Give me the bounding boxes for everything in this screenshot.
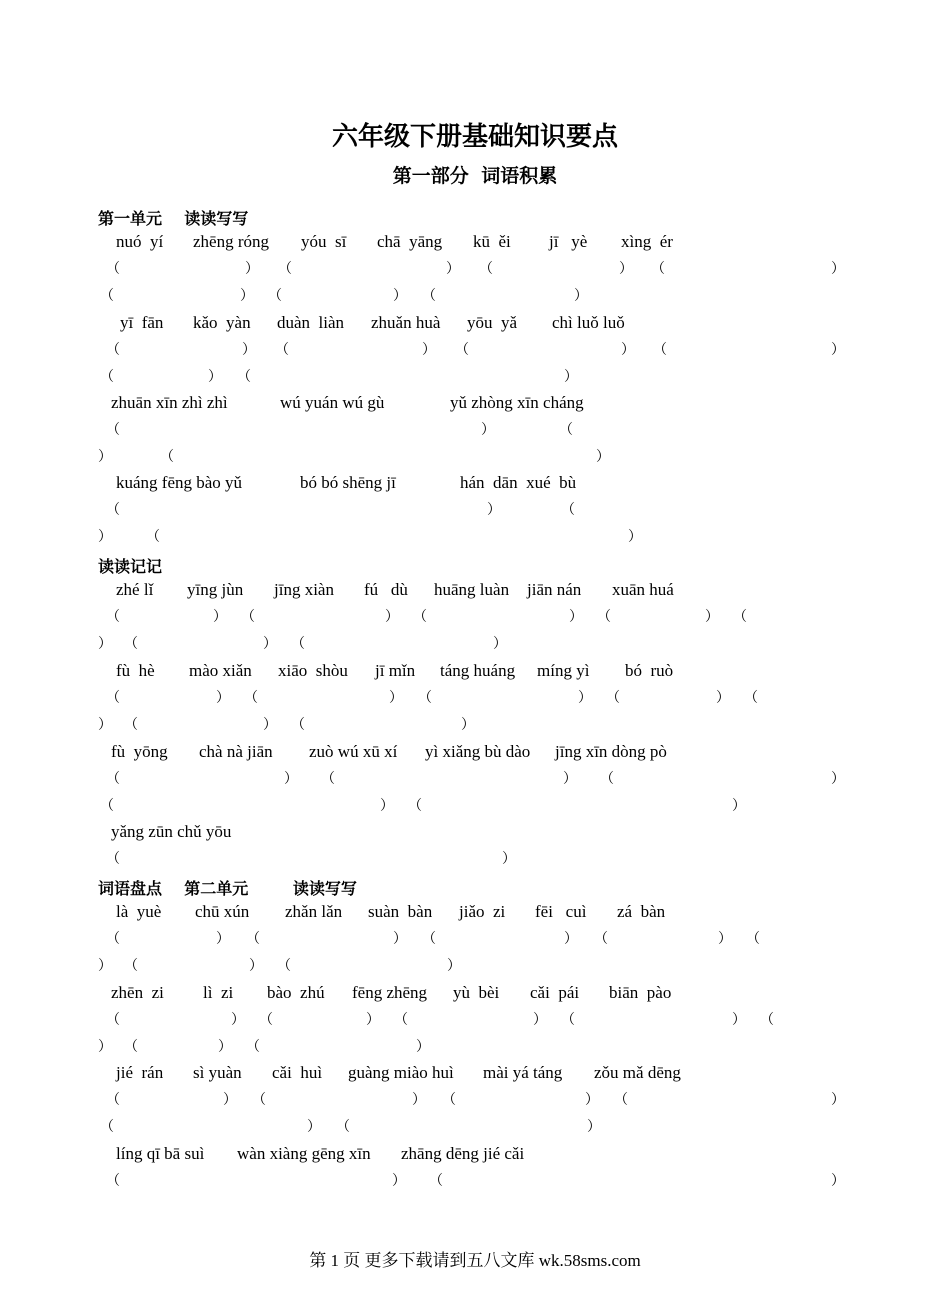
answer-bracket-open: （	[422, 289, 436, 304]
answer-bracket-open: （	[394, 1013, 408, 1028]
answer-bracket-open: （	[124, 718, 138, 733]
answer-bracket-open: （	[124, 637, 138, 652]
answer-bracket-close: ）	[493, 637, 507, 652]
answer-bracket-open: （	[614, 1093, 628, 1108]
pinyin-word: huāng luàn	[434, 580, 510, 599]
answer-bracket-open: （	[606, 691, 620, 706]
answer-bracket-close: ）	[718, 932, 732, 947]
answer-bracket-close: ）	[223, 1093, 237, 1108]
answer-bracket-close: ）	[392, 1174, 406, 1189]
answer-bracket-close: ）	[249, 959, 263, 974]
pinyin-word: jīng xiàn	[274, 580, 334, 599]
pinyin-word: zhēng róng	[193, 232, 270, 251]
answer-bracket-close: ）	[218, 1040, 232, 1055]
answer-bracket-open: （	[106, 503, 120, 518]
answer-bracket-close: ）	[732, 1013, 746, 1028]
answer-bracket-close: ）	[216, 691, 230, 706]
pinyin-word: chì luǒ luǒ	[552, 313, 625, 332]
pinyin-word: jī mǐn	[375, 661, 416, 680]
answer-bracket-open: （	[559, 423, 573, 438]
pinyin-word: fù yōng	[111, 742, 168, 761]
answer-bracket-close: ）	[98, 637, 112, 652]
pinyin-word: jiǎo zi	[459, 902, 506, 921]
answer-bracket-open: （	[106, 772, 120, 787]
pinyin-word: xiāo shòu	[278, 661, 348, 680]
answer-bracket-open: （	[106, 852, 120, 867]
pinyin-word: sì yuàn	[193, 1063, 242, 1082]
pinyin-word: zhuān xīn zhì zhì	[111, 393, 228, 412]
answer-bracket-close: ）	[574, 289, 588, 304]
answer-bracket-close: ）	[831, 343, 845, 358]
answer-bracket-close: ）	[502, 852, 516, 867]
answer-bracket-open: （	[268, 289, 282, 304]
answer-bracket-open: （	[106, 1093, 120, 1108]
pinyin-word: yǎng zūn chǔ yōu	[111, 822, 232, 841]
answer-bracket-open: （	[455, 343, 469, 358]
answer-bracket-open: （	[106, 1174, 120, 1189]
pinyin-word: hán dān xué bù	[460, 473, 577, 492]
section-heading-unit1: 第一单元 读读写写	[98, 209, 249, 228]
answer-bracket-open: （	[106, 262, 120, 277]
pinyin-word: yù bèi	[453, 983, 500, 1002]
answer-bracket-close: ）	[208, 370, 222, 385]
pinyin-word: xuān huá	[612, 580, 674, 599]
answer-bracket-open: （	[442, 1093, 456, 1108]
answer-bracket-close: ）	[533, 1013, 547, 1028]
answer-bracket-close: ）	[412, 1093, 426, 1108]
answer-bracket-open: （	[100, 289, 114, 304]
answer-bracket-close: ）	[831, 262, 845, 277]
answer-bracket-open: （	[106, 343, 120, 358]
answer-bracket-close: ）	[587, 1120, 601, 1135]
pinyin-word: míng yì	[537, 661, 590, 680]
answer-bracket-close: ）	[831, 1093, 845, 1108]
answer-bracket-open: （	[100, 370, 114, 385]
page-subtitle: 第一部分 词语积累	[392, 165, 558, 187]
answer-bracket-close: ）	[447, 959, 461, 974]
pinyin-word: bào zhú	[267, 983, 325, 1002]
answer-bracket-close: ）	[585, 1093, 599, 1108]
answer-bracket-open: （	[277, 959, 291, 974]
pinyin-word: chā yāng	[377, 232, 443, 251]
pinyin-word: zá bàn	[617, 902, 666, 921]
pinyin-word: zhāng dēng jié cǎi	[401, 1144, 525, 1163]
answer-bracket-close: ）	[98, 450, 112, 465]
pinyin-word: bó ruò	[625, 661, 674, 680]
pinyin-word: kǎo yàn	[193, 313, 251, 332]
pinyin-word: táng huáng	[440, 661, 516, 680]
answer-bracket-open: （	[246, 932, 260, 947]
answer-bracket-close: ）	[307, 1120, 321, 1135]
pinyin-word: cǎi pái	[530, 983, 580, 1002]
answer-bracket-open: （	[106, 1013, 120, 1028]
answer-bracket-close: ）	[380, 799, 394, 814]
pinyin-word: kuáng fēng bào yǔ	[116, 473, 243, 492]
answer-bracket-close: ）	[481, 423, 495, 438]
answer-bracket-open: （	[100, 799, 114, 814]
pinyin-word: zuò wú xū xí	[309, 742, 398, 761]
answer-bracket-close: ）	[461, 718, 475, 733]
answer-bracket-close: ）	[619, 262, 633, 277]
pinyin-word: wú yuán wú gù	[280, 393, 385, 412]
pinyin-word: chū xún	[195, 902, 250, 921]
answer-bracket-close: ）	[446, 262, 460, 277]
page-footer: 第 1 页 更多下载请到五八文库 wk.58sms.com	[309, 1251, 641, 1270]
pinyin-word: yì xiǎng bù dào	[425, 742, 531, 761]
pinyin-word: yīng jùn	[187, 580, 244, 599]
answer-bracket-open: （	[746, 932, 760, 947]
pinyin-word: wàn xiàng gēng xīn	[237, 1144, 371, 1163]
answer-bracket-open: （	[653, 343, 667, 358]
pinyin-word: yī fān	[120, 313, 164, 332]
answer-bracket-open: （	[561, 503, 575, 518]
pinyin-word: bó bó shēng jī	[300, 473, 396, 492]
pinyin-word: chà nà jiān	[199, 742, 273, 761]
answer-bracket-open: （	[252, 1093, 266, 1108]
pinyin-word: mào xiǎn	[189, 661, 252, 680]
pinyin-word: jié rán	[116, 1063, 164, 1082]
answer-bracket-open: （	[733, 610, 747, 625]
answer-bracket-close: ）	[831, 1174, 845, 1189]
answer-bracket-open: （	[237, 370, 251, 385]
answer-bracket-close: ）	[564, 370, 578, 385]
pinyin-word: mài yá táng	[483, 1063, 563, 1082]
answer-bracket-open: （	[278, 262, 292, 277]
answer-bracket-open: （	[597, 610, 611, 625]
answer-bracket-open: （	[259, 1013, 273, 1028]
answer-bracket-close: ）	[416, 1040, 430, 1055]
answer-bracket-close: ）	[564, 932, 578, 947]
answer-bracket-open: （	[413, 610, 427, 625]
answer-bracket-close: ）	[716, 691, 730, 706]
answer-bracket-open: （	[561, 1013, 575, 1028]
pinyin-word: fēi cuì	[535, 902, 587, 921]
answer-bracket-close: ）	[563, 772, 577, 787]
answer-bracket-open: （	[651, 262, 665, 277]
answer-bracket-close: ）	[393, 932, 407, 947]
answer-bracket-open: （	[244, 691, 258, 706]
answer-bracket-close: ）	[569, 610, 583, 625]
answer-bracket-close: ）	[596, 450, 610, 465]
pinyin-word: zǒu mǎ dēng	[594, 1063, 681, 1082]
answer-bracket-close: ）	[385, 610, 399, 625]
pinyin-word: nuó yí	[116, 232, 164, 251]
pinyin-word: fēng zhēng	[352, 983, 428, 1002]
pinyin-word: suàn bàn	[368, 902, 433, 921]
answer-bracket-close: ）	[389, 691, 403, 706]
answer-bracket-open: （	[336, 1120, 350, 1135]
answer-bracket-open: （	[291, 637, 305, 652]
pinyin-word: jī yè	[549, 232, 588, 251]
answer-bracket-close: ）	[242, 343, 256, 358]
pinyin-word: duàn liàn	[277, 313, 345, 332]
answer-bracket-open: （	[275, 343, 289, 358]
pinyin-word: biān pào	[609, 983, 672, 1002]
answer-bracket-open: （	[106, 610, 120, 625]
answer-bracket-open: （	[429, 1174, 443, 1189]
answer-bracket-open: （	[246, 1040, 260, 1055]
answer-bracket-open: （	[418, 691, 432, 706]
pinyin-word: yóu sī	[301, 232, 347, 251]
answer-bracket-close: ）	[216, 932, 230, 947]
pinyin-word: zhēn zi	[111, 983, 164, 1002]
answer-bracket-open: （	[146, 530, 160, 545]
answer-bracket-close: ）	[98, 959, 112, 974]
answer-bracket-open: （	[106, 423, 120, 438]
answer-bracket-close: ）	[245, 262, 259, 277]
answer-bracket-open: （	[422, 932, 436, 947]
answer-bracket-open: （	[600, 772, 614, 787]
answer-bracket-open: （	[106, 932, 120, 947]
pinyin-word: xìng ér	[621, 232, 673, 251]
answer-bracket-close: ）	[98, 1040, 112, 1055]
answer-bracket-close: ）	[393, 289, 407, 304]
answer-bracket-close: ）	[831, 772, 845, 787]
section-heading-unit2: 词语盘点 第二单元 读读写写	[98, 879, 357, 898]
answer-bracket-close: ）	[578, 691, 592, 706]
answer-bracket-close: ）	[628, 530, 642, 545]
answer-bracket-open: （	[124, 1040, 138, 1055]
answer-bracket-close: ）	[240, 289, 254, 304]
pinyin-word: zhé lǐ	[116, 580, 154, 599]
pinyin-word: zhuǎn huà	[371, 313, 441, 332]
answer-bracket-open: （	[124, 959, 138, 974]
pinyin-word: kū ěi	[473, 232, 511, 251]
answer-bracket-close: ）	[284, 772, 298, 787]
pinyin-word: fù hè	[116, 661, 155, 680]
answer-bracket-open: （	[241, 610, 255, 625]
answer-bracket-open: （	[160, 450, 174, 465]
pinyin-word: guàng miào huì	[348, 1063, 454, 1082]
pinyin-word: jiān nán	[527, 580, 582, 599]
pinyin-word: fú dù	[364, 580, 408, 599]
answer-bracket-close: ）	[263, 637, 277, 652]
answer-bracket-close: ）	[213, 610, 227, 625]
answer-bracket-close: ）	[366, 1013, 380, 1028]
answer-bracket-close: ）	[487, 503, 501, 518]
answer-bracket-open: （	[594, 932, 608, 947]
pinyin-word: cǎi huì	[272, 1063, 323, 1082]
answer-bracket-close: ）	[621, 343, 635, 358]
pinyin-word: zhǎn lǎn	[285, 902, 343, 921]
pinyin-word: lì zi	[203, 983, 234, 1002]
answer-bracket-open: （	[291, 718, 305, 733]
answer-bracket-open: （	[479, 262, 493, 277]
pinyin-word: yōu yǎ	[467, 313, 518, 332]
answer-bracket-close: ）	[422, 343, 436, 358]
answer-bracket-open: （	[100, 1120, 114, 1135]
answer-bracket-close: ）	[98, 530, 112, 545]
answer-bracket-close: ）	[732, 799, 746, 814]
pinyin-word: là yuè	[116, 902, 162, 921]
answer-bracket-open: （	[106, 691, 120, 706]
answer-bracket-close: ）	[98, 718, 112, 733]
answer-bracket-open: （	[321, 772, 335, 787]
pinyin-word: yǔ zhòng xīn cháng	[450, 393, 584, 412]
answer-bracket-close: ）	[231, 1013, 245, 1028]
pinyin-word: jīng xīn dòng pò	[555, 742, 667, 761]
section-heading-read-memorize: 读读记记	[98, 557, 163, 576]
pinyin-word: líng qī bā suì	[116, 1144, 205, 1163]
answer-bracket-open: （	[744, 691, 758, 706]
answer-bracket-open: （	[408, 799, 422, 814]
answer-bracket-open: （	[760, 1013, 774, 1028]
page-title: 六年级下册基础知识要点	[331, 122, 618, 152]
answer-bracket-close: ）	[705, 610, 719, 625]
answer-bracket-close: ）	[263, 718, 277, 733]
